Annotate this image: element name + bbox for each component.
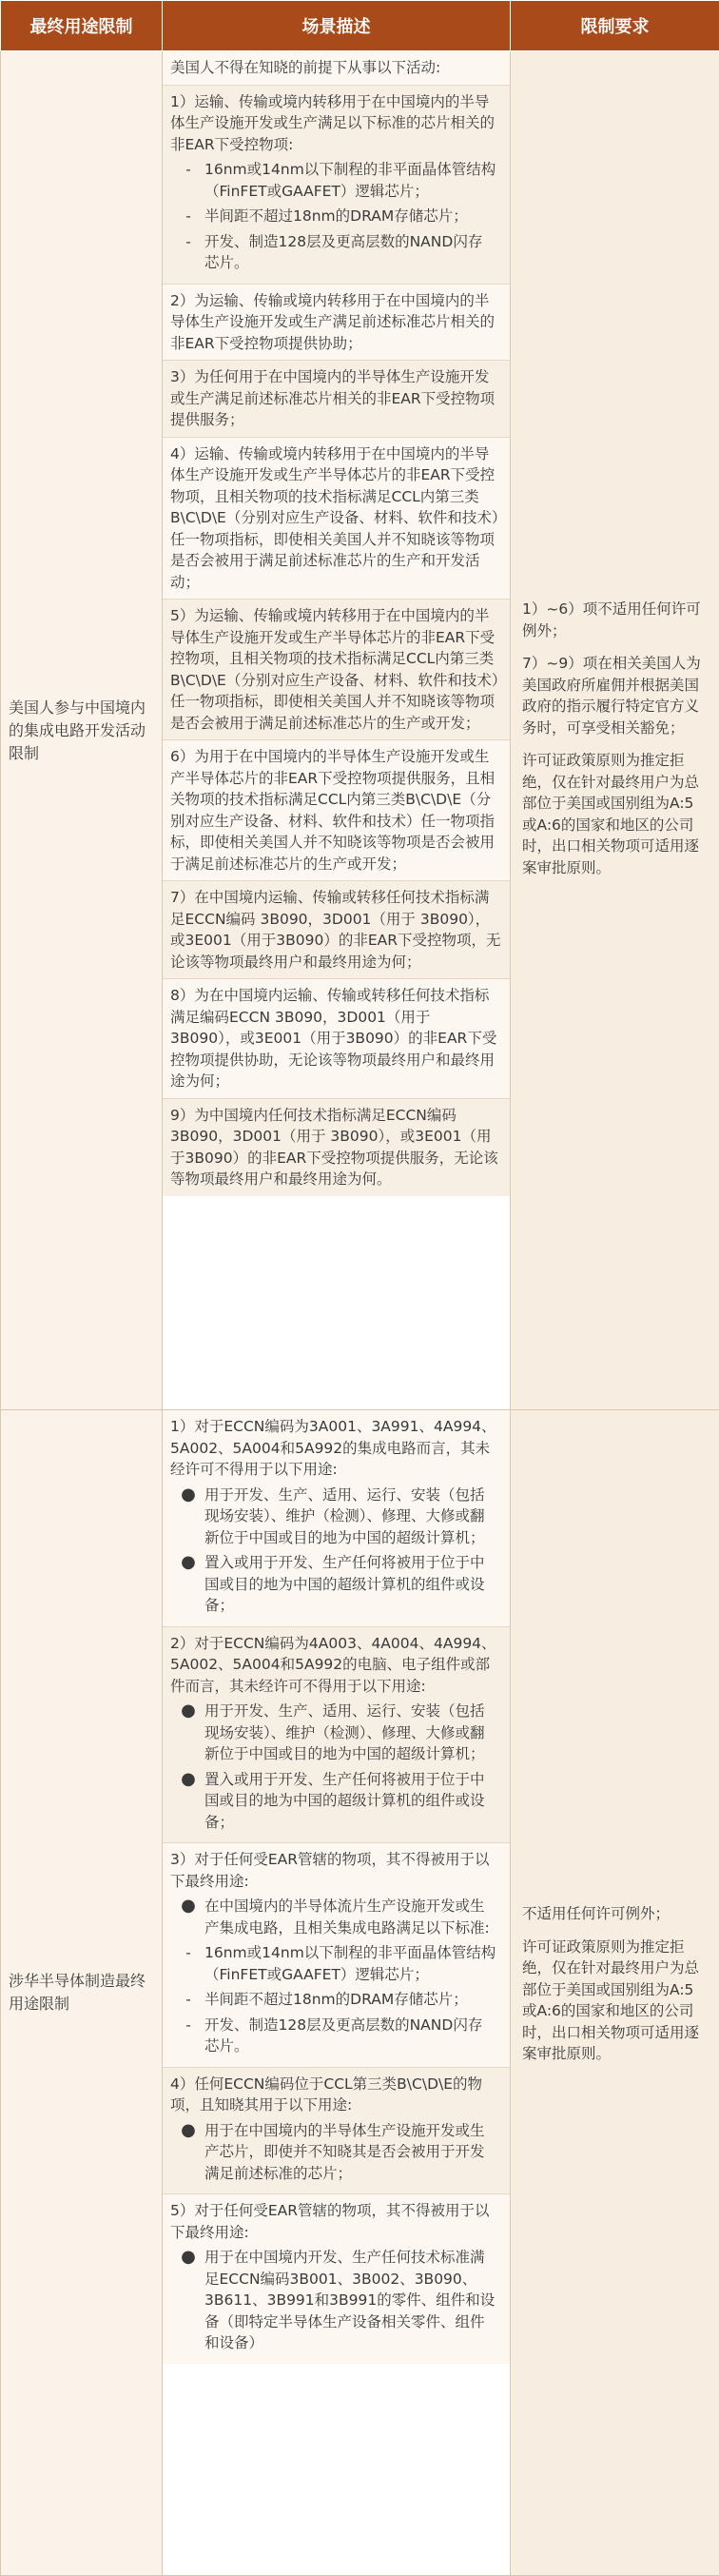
scenario-paragraph (163, 1099, 510, 1196)
list-item-text: 用于在中国境内开发、生产任何技术标准满足ECCN编码3B001、3B002、3B090、3B611、3B991和3B991的零件、组件和设备（即特定半导体生产设备相关零件、组件和设备） (204, 2247, 502, 2354)
dash-marker: - (172, 231, 204, 274)
scenario-list-item (172, 2120, 502, 2185)
bullet-icon: ● (172, 1896, 204, 1938)
list-item-text: 置入或用于开发、生产任何将被用于位于中国或目的地为中国的超级计算机的组件或设备； (204, 1552, 502, 1617)
scenario-list-item (172, 159, 502, 202)
scenario-list-item (172, 2247, 502, 2354)
requirement-text: 不适用任何许可例外； (522, 1903, 708, 1925)
scenario-list-item (172, 1942, 502, 1985)
table-header (1, 1, 719, 51)
list-item-text: 16nm或14nm以下制程的非平面晶体管结构（FinFET或GAAFET）逻辑芯片； (204, 1942, 502, 1985)
scenario-text: 5）为运输、传输或境内转移用于在中国境内的半导体生产设施开发或生产半导体芯片的非EAR下受控物项，且相关物项的技术指标满足CCL内第三类B\C\D\E（分别对应生产设备、材料、软件和技术）任一物项指标，即使相关美国人并不知晓该等物项是否会被用于满足前述标准芯片的生产或开发； (170, 605, 502, 734)
dash-marker: - (172, 2015, 204, 2057)
scenario-list-item (172, 2015, 502, 2057)
scenario-paragraph (163, 438, 510, 600)
scenario-paragraph (163, 600, 510, 740)
scenario-list-item (172, 1552, 502, 1617)
bullet-icon: ● (172, 2120, 204, 2185)
list-item-text: 用于在中国境内的半导体生产设施开发或生产芯片，即使并不知晓其是否会被用于开发满足前述标准的芯片； (204, 2120, 502, 2185)
list-item-text: 用于开发、生产、适用、运行、安装（包括现场安装）、维护（检测）、修理、大修或翻新位于中国或目的地为中国的超级计算机； (204, 1485, 502, 1549)
end-use-limit-cell: 涉华半导体制造最终用途限制 (1, 1410, 163, 2576)
scenario-list-item (172, 206, 502, 227)
scenario-paragraph (163, 881, 510, 979)
scenario-list-item (172, 1989, 502, 2011)
table-row (1, 51, 719, 1410)
scenario-cell (163, 51, 511, 1410)
list-item-text: 用于开发、生产、适用、运行、安装（包括现场安装）、维护（检测）、修理、大修或翻新位于中国或目的地为中国的超级计算机； (204, 1701, 502, 1765)
dash-marker: - (172, 159, 204, 202)
scenario-paragraph (163, 740, 510, 881)
bullet-icon: ● (172, 1769, 204, 1834)
scenario-text: 5）对于任何受EAR管辖的物项，其不得被用于以下最终用途: (170, 2200, 502, 2243)
bullet-icon: ● (172, 1485, 204, 1549)
scenario-paragraph (163, 51, 510, 86)
scenario-text: 4）运输、传输或境内转移用于在中国境内的半导体生产设施开发或生产半导体芯片的非EAR下受控物项，且相关物项的技术指标满足CCL内第三类B\C\D\E（分别对应生产设备、材料、软件和技术）任一物项指标，即使相关美国人并不知晓该等物项是否会被用于满足前述标准芯片的生产和开发活动； (170, 443, 502, 594)
scenario-list-item (172, 1896, 502, 1938)
list-item-text: 半间距不超过18nm的DRAM存储芯片； (204, 206, 502, 227)
bullet-icon: ● (172, 1552, 204, 1617)
scenario-text: 8）为在中国境内运输、传输或转移任何技术指标满足编码ECCN 3B090，3D001（用于 3B090），或3E001（用于3B090）的非EAR下受控物项提供协助，无论该等物项最终用户和最终用途为何； (170, 985, 502, 1092)
requirement-text: 许可证政策原则为推定拒绝，仅在针对最终用户为总部位于美国或国别组为A:5或A:6的国家和地区的公司时，出口相关物项可适用逐案审批原则。 (522, 1937, 708, 2065)
bullet-icon: ● (172, 1701, 204, 1765)
scenario-list-item (172, 1769, 502, 1834)
scenario-paragraph (163, 361, 510, 438)
header-scenario: 场景描述 (163, 1, 511, 51)
scenario-paragraph (163, 2194, 510, 2364)
dash-marker: - (172, 1942, 204, 1985)
dash-marker: - (172, 1989, 204, 2011)
list-item-text: 在中国境内的半导体流片生产设施开发或生产集成电路，且相关集成电路满足以下标准: (204, 1896, 502, 1938)
requirement-cell (511, 1410, 719, 2576)
scenario-text: 4）任何ECCN编码位于CCL第三类B\C\D\E的物项，且知晓其用于以下用途: (170, 2074, 502, 2116)
scenario-text: 2）为运输、传输或境内转移用于在中国境内的半导体生产设施开发或生产满足前述标准芯片相关的非EAR下受控物项提供协助； (170, 290, 502, 355)
scenario-text: 1）运输、传输或境内转移用于在中国境内的半导体生产设施开发或生产满足以下标准的芯片相关的非EAR下受控物项: (170, 91, 502, 156)
header-end-use: 最终用途限制 (1, 1, 163, 51)
list-item-text: 半间距不超过18nm的DRAM存储芯片； (204, 1989, 502, 2011)
requirement-cell (511, 51, 719, 1410)
header-requirement: 限制要求 (511, 1, 719, 51)
scenario-text: 7）在中国境内运输、传输或转移任何技术指标满足ECCN编码 3B090，3D001（用于 3B090），或3E001（用于3B090）的非EAR下受控物项，无论该等物项最终用户和最终用途为何； (170, 887, 502, 973)
scenario-text: 3）对于任何受EAR管辖的物项，其不得被用于以下最终用途: (170, 1849, 502, 1892)
scenario-list-item (172, 1701, 502, 1765)
list-item-text: 开发、制造128层及更高层数的NAND闪存芯片。 (204, 231, 502, 274)
table-row (1, 1410, 719, 2576)
scenario-list-item (172, 231, 502, 274)
scenario-text: 3）为任何用于在中国境内的半导体生产设施开发或生产满足前述标准芯片相关的非EAR下受控物项提供服务； (170, 366, 502, 431)
scenario-text: 6）为用于在中国境内的半导体生产设施开发或生产半导体芯片的非EAR下受控物项提供服务，且相关物项的技术指标满足CCL内第三类B\C\D\E（分别对应生产设备、材料、软件和技术）任一物项指标，即使相关美国人并不知晓该等物项是否会被用于满足前述标准芯片的生产或开发； (170, 746, 502, 875)
scenario-paragraph (163, 1627, 510, 1844)
scenario-list-item (172, 1485, 502, 1549)
requirement-text: 7）~9）项在相关美国人为美国政府所雇佣并根据美国政府的指示履行特定官方义务时，可享受相关豁免； (522, 653, 708, 738)
scenario-paragraph (163, 285, 510, 362)
scenario-paragraph (163, 1843, 510, 2068)
end-use-limit-cell: 美国人参与中国境内的集成电路开发活动限制 (1, 51, 163, 1410)
scenario-paragraph (163, 2068, 510, 2195)
requirement-text: 1）~6）项不适用任何许可例外； (522, 599, 708, 641)
scenario-cell (163, 1410, 511, 2576)
scenario-text: 2）对于ECCN编码为4A003、4A004、4A994、5A002、5A004和5A992的电脑、电子组件或部件而言，其未经许可不得用于以下用途: (170, 1633, 502, 1698)
scenario-text: 9）为中国境内任何技术指标满足ECCN编码 3B090，3D001（用于 3B090），或3E001（用于3B090）的非EAR下受控物项提供服务，无论该等物项最终用户和最终用途为何。 (170, 1105, 502, 1190)
list-item-text: 开发、制造128层及更高层数的NAND闪存芯片。 (204, 2015, 502, 2057)
requirement-text: 许可证政策原则为推定拒绝，仅在针对最终用户为总部位于美国或国别组为A:5或A:6的国家和地区的公司时，出口相关物项可适用逐案审批原则。 (522, 750, 708, 878)
scenario-paragraph (163, 1410, 510, 1627)
dash-marker: - (172, 206, 204, 227)
scenario-paragraph (163, 86, 510, 285)
bullet-icon: ● (172, 2247, 204, 2354)
scenario-text: 1）对于ECCN编码为3A001、3A991、4A994、5A002、5A004和5A992的集成电路而言，其未经许可不得用于以下用途: (170, 1416, 502, 1481)
list-item-text: 置入或用于开发、生产任何将被用于位于中国或目的地为中国的超级计算机的组件或设备； (204, 1769, 502, 1834)
list-item-text: 16nm或14nm以下制程的非平面晶体管结构（FinFET或GAAFET）逻辑芯片； (204, 159, 502, 202)
scenario-paragraph (163, 979, 510, 1099)
scenario-text: 美国人不得在知晓的前提下从事以下活动: (170, 57, 502, 79)
